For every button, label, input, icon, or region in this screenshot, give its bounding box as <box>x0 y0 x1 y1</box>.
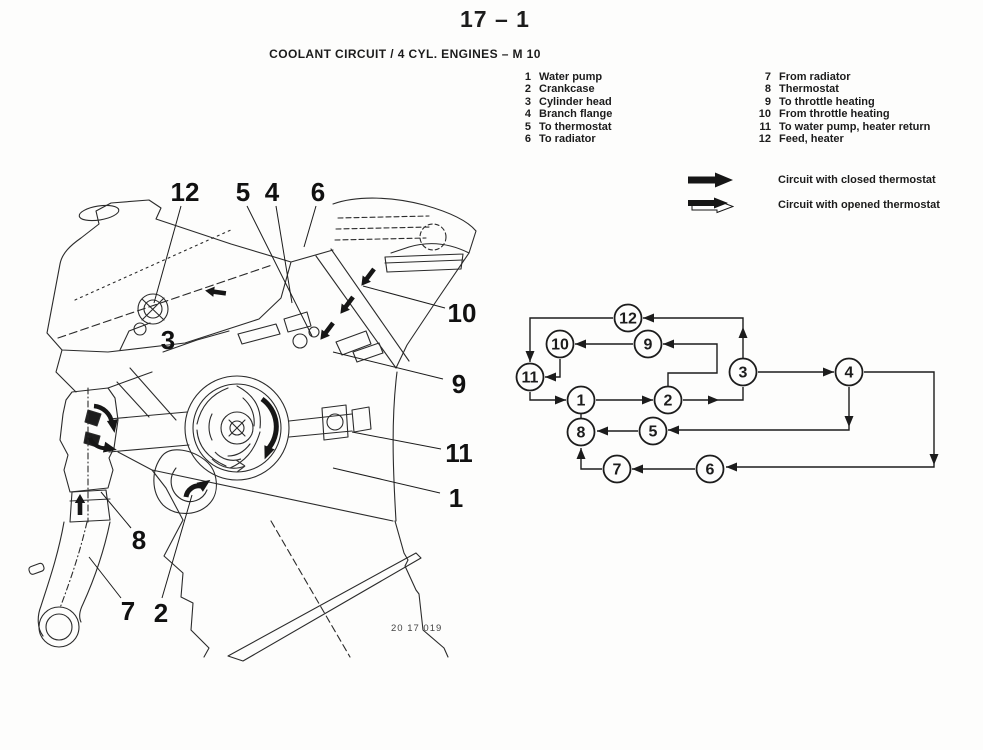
legend-item <box>513 133 612 145</box>
drawing-reference-number: 20 17 019 <box>391 623 443 634</box>
closed-circuit-flow-arrows <box>75 266 378 515</box>
oil-filler-cap <box>78 203 120 223</box>
flow-arrowhead <box>577 448 586 459</box>
engine-callout-6: 6 <box>310 177 326 207</box>
legend-item-number: 4 <box>524 108 531 121</box>
arrow-key-label-opened: Circuit with opened thermostat <box>778 198 940 211</box>
callout-leader-line <box>154 206 181 303</box>
legend-item-number: 6 <box>524 133 531 146</box>
legend-item-number: 8 <box>764 83 771 96</box>
flow-node-6 <box>697 456 724 483</box>
flow-node-1 <box>568 387 595 414</box>
legend-item <box>513 121 612 133</box>
engine-callout-10: 10 <box>447 298 477 328</box>
flow-node-number: 10 <box>551 336 569 354</box>
legend-item <box>513 96 612 108</box>
page-title: COOLANT CIRCUIT / 4 CYL. ENGINES – M 10 <box>269 47 541 61</box>
flow-node-number: 4 <box>844 364 854 382</box>
engine-line-art <box>28 198 476 661</box>
flow-arrowhead <box>668 426 679 435</box>
engine-callout-8: 8 <box>131 525 147 555</box>
flow-node-number: 1 <box>576 392 586 410</box>
flow-edge-2-9 <box>663 344 717 386</box>
legend-item <box>513 83 612 95</box>
legend-item-label: Cylinder head <box>539 95 612 108</box>
legend-item <box>753 96 930 108</box>
flow-arrowhead <box>845 416 854 427</box>
radiator-hose <box>38 522 64 636</box>
callout-leader-line <box>352 432 441 449</box>
callout-leader-line <box>304 206 316 247</box>
flow-node-number: 8 <box>576 424 586 442</box>
flow-arrowhead <box>545 373 556 382</box>
flow-arrowhead <box>643 314 654 323</box>
flow-edge-4-5 <box>668 387 849 430</box>
flow-arrowhead <box>597 427 608 436</box>
flow-direction-curved-arrows <box>90 399 276 497</box>
opened-thermostat-arrow-icon <box>688 196 734 214</box>
legend-item <box>753 71 930 83</box>
legend-item-label: To thermostat <box>539 120 612 133</box>
flow-arrowhead <box>726 463 737 472</box>
flow-node-12 <box>615 305 642 332</box>
flow-node-number: 6 <box>705 461 715 479</box>
closed-thermostat-arrow-icon <box>688 171 734 189</box>
legend-item-number: 5 <box>524 120 531 133</box>
flow-arrowhead <box>930 454 939 465</box>
legend-item-number: 12 <box>758 133 771 146</box>
flow-node-10 <box>547 331 574 358</box>
legend-item-label: Crankcase <box>539 83 595 96</box>
flow-node-9 <box>635 331 662 358</box>
throttle-heating-pipe <box>316 249 409 368</box>
legend-item <box>753 108 930 120</box>
legend-item-number: 10 <box>758 108 771 121</box>
engine-callout-3: 3 <box>160 325 176 355</box>
flow-edge-4-6 <box>726 372 934 467</box>
curved-arrow-heads <box>103 419 275 492</box>
flow-arrowhead <box>739 327 748 338</box>
legend-item-label: To water pump, heater return <box>779 120 931 133</box>
legend-item-label: To radiator <box>539 133 596 146</box>
flow-node-number: 7 <box>612 461 622 479</box>
engine-callout-1: 1 <box>448 483 464 513</box>
callout-leader-line <box>101 492 131 528</box>
open-circuit-curved-arrow <box>212 452 245 472</box>
legend-item-number: 1 <box>524 71 531 83</box>
legend-item <box>513 108 612 120</box>
callout-leader-line <box>162 495 192 598</box>
legend-item-number: 2 <box>524 83 531 96</box>
page-number: 17 – 1 <box>460 6 530 32</box>
flow-node-5 <box>640 418 667 445</box>
legend-item <box>753 133 930 145</box>
flow-node-number: 2 <box>663 392 673 410</box>
flow-arrowhead <box>663 340 674 349</box>
legend-item-label: From radiator <box>779 71 851 83</box>
flow-node-3 <box>730 359 757 386</box>
flow-node-11 <box>517 364 544 391</box>
flow-node-2 <box>655 387 682 414</box>
legend-item-label: Feed, heater <box>779 133 844 146</box>
flow-arrowhead <box>575 340 586 349</box>
legend-item-label: From throttle heating <box>779 108 890 121</box>
legend-item-number: 7 <box>764 71 771 83</box>
legend-item <box>753 121 930 133</box>
flow-node-number: 9 <box>643 336 653 354</box>
callout-leader-line <box>363 286 445 308</box>
sump-flange-bar <box>228 553 421 661</box>
intake-manifold-outline <box>333 198 476 253</box>
flow-arrowhead <box>708 396 719 405</box>
flow-node-7 <box>604 456 631 483</box>
flow-node-number: 3 <box>738 364 748 382</box>
flow-arrowhead <box>642 396 653 405</box>
flow-node-8 <box>568 419 595 446</box>
flow-chart-nodes <box>517 305 863 483</box>
engine-callout-12: 12 <box>170 177 200 207</box>
legend-item-label: To throttle heating <box>779 95 875 108</box>
arrow-key-label-closed: Circuit with closed thermostat <box>778 173 936 186</box>
engine-callout-2: 2 <box>153 598 169 628</box>
callout-leader-line <box>333 468 440 493</box>
flow-node-number: 12 <box>619 310 637 328</box>
legend-item <box>513 71 612 83</box>
legend-item-number: 11 <box>759 120 771 133</box>
flow-arrowhead <box>632 465 643 474</box>
thermostat-arrow-key <box>688 167 940 217</box>
legend-item-label: Thermostat <box>779 83 839 96</box>
support-bracket <box>385 254 463 272</box>
engine-callout-7: 7 <box>120 596 136 626</box>
flow-node-4 <box>836 359 863 386</box>
engine-callout-4: 4 <box>264 177 280 207</box>
legend-item-label: Branch flange <box>539 108 613 121</box>
legend-item-label: Water pump <box>539 71 603 83</box>
legend-item-number: 3 <box>524 95 531 108</box>
legend-item-number: 9 <box>764 95 771 108</box>
arrow-key-row-closed <box>688 167 940 192</box>
legend-item <box>753 83 930 95</box>
engine-callout-5: 5 <box>235 177 251 207</box>
legend-list-right <box>753 71 930 145</box>
flow-arrowhead <box>526 351 535 362</box>
engine-callout-11: 11 <box>445 438 473 468</box>
arrow-key-row-opened <box>688 192 940 217</box>
flow-arrowhead <box>823 368 834 377</box>
engine-callout-9: 9 <box>451 369 467 399</box>
flow-arrowhead <box>555 396 566 405</box>
flow-node-number: 5 <box>648 423 658 441</box>
flow-node-number: 11 <box>521 369 539 387</box>
legend-list-left <box>513 71 612 145</box>
